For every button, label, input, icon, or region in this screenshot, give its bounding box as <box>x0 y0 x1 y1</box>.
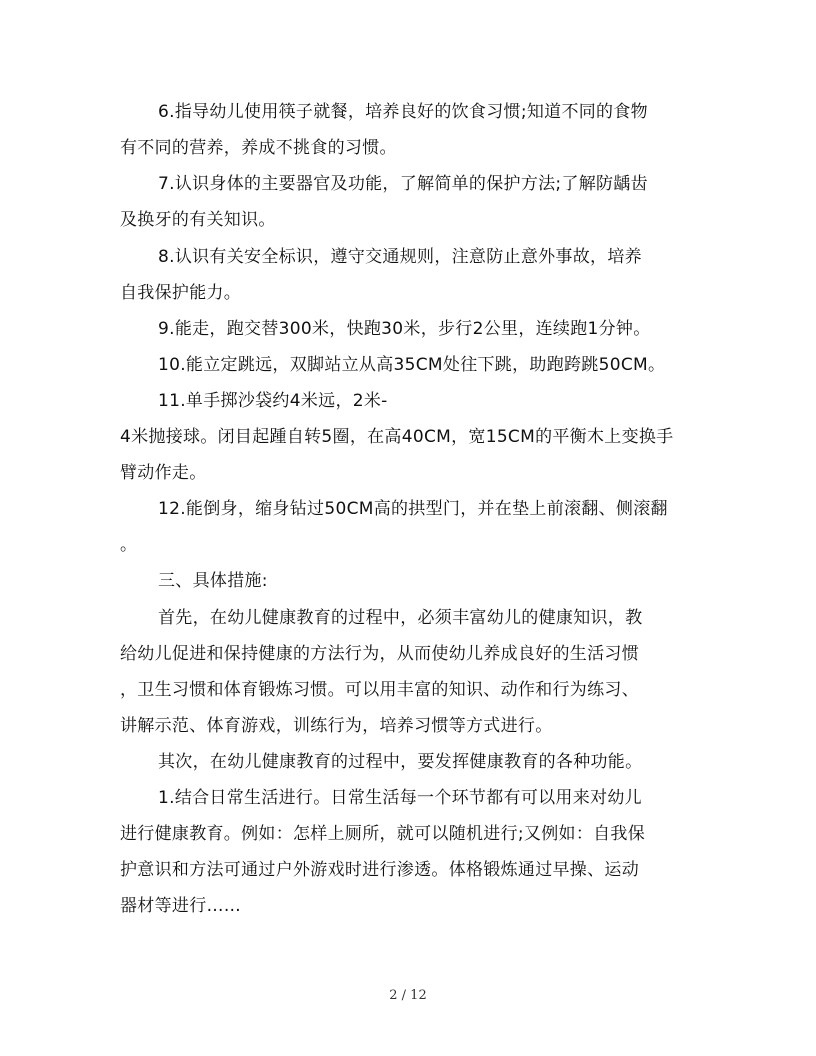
paragraph-line: 12.能倒身，缩身钻过50CM高的拱型门，并在垫上前滚翻、侧滚翻 <box>158 499 668 519</box>
paragraph-line: 4米抛接球。闭目起踵自转5圈，在高40CM，宽15CM的平衡木上变换手 <box>120 427 674 447</box>
paragraph-line: 1.结合日常生活进行。日常生活每一个环节都有可以用来对幼儿 <box>158 788 642 808</box>
paragraph-line: 首先，在幼儿健康教育的过程中，必须丰富幼儿的健康知识，教 <box>158 608 643 628</box>
paragraph-line: 给幼儿促进和保持健康的方法行为，从而使幼儿养成良好的生活习惯 <box>120 644 639 664</box>
paragraph-line: 器材等进行…… <box>120 896 242 916</box>
paragraph-line: 有不同的营养，养成不挑食的习惯。 <box>120 138 397 158</box>
paragraph-line: 进行健康教育。例如：怎样上厕所，就可以随机进行;又例如：自我保 <box>120 824 646 844</box>
page-number: 2 / 12 <box>389 988 427 1003</box>
paragraph-line: 其次，在幼儿健康教育的过程中，要发挥健康教育的各种功能。 <box>158 752 643 772</box>
paragraph-line: 自我保护能力。 <box>120 283 242 303</box>
paragraph-line: 10.能立定跳远，双脚站立从高35CM处往下跳，助跑跨跳50CM。 <box>158 355 666 375</box>
paragraph-line: 。 <box>120 535 138 555</box>
paragraph-line: 讲解示范、体育游戏，训练行为，培养习惯等方式进行。 <box>120 716 553 736</box>
paragraph-line: 臂动作走。 <box>120 463 207 483</box>
paragraph-line: 11.单手掷沙袋约4米远，2米- <box>158 391 388 411</box>
paragraph-line: 及换牙的有关知识。 <box>120 210 276 230</box>
paragraph-line: ，卫生习惯和体育锻炼习惯。可以用丰富的知识、动作和行为练习、 <box>120 680 639 700</box>
section-heading: 三、具体措施: <box>158 571 268 591</box>
paragraph-line: 6.指导幼儿使用筷子就餐，培养良好的饮食习惯;知道不同的食物 <box>158 102 648 122</box>
paragraph-line: 护意识和方法可通过户外游戏时进行渗透。体格锻炼通过早操、运动 <box>120 860 639 880</box>
paragraph-line: 8.认识有关安全标识，遵守交通规则，注意防止意外事故，培养 <box>158 247 642 267</box>
paragraph-line: 9.能走，跑交替300米，快跑30米，步行2公里，连续跑1分钟。 <box>158 319 651 339</box>
paragraph-line: 7.认识身体的主要器官及功能，了解简单的保护方法;了解防龋齿 <box>158 174 648 194</box>
